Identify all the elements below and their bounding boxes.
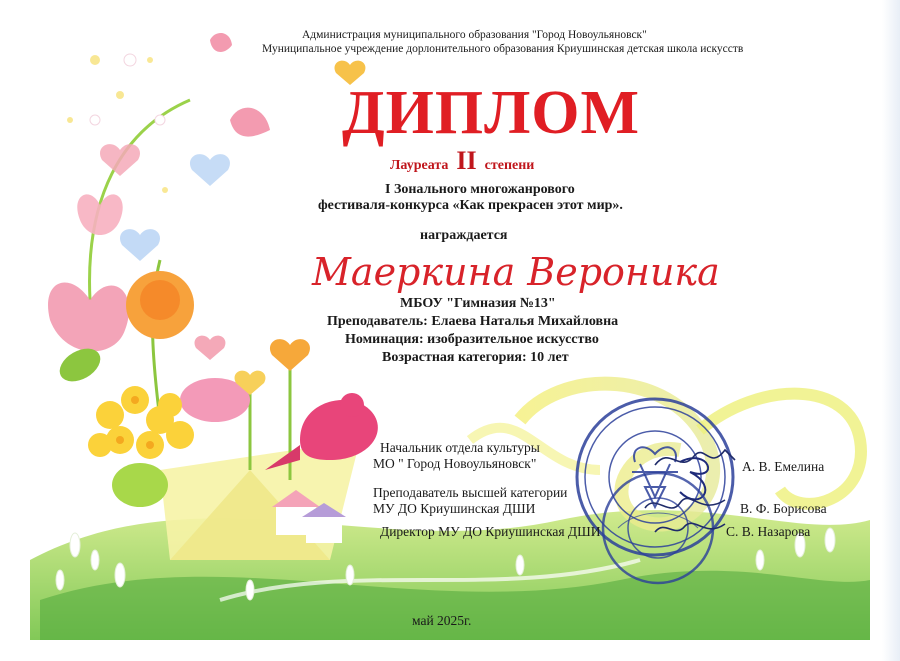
festival-line-1: I Зонального многожанрового [385,182,575,197]
signer-2-role-line-2: МУ ДО Криушинская ДШИ [373,501,536,516]
signer-1-role-line-1: Начальник отдела культуры [380,440,540,455]
issue-date: май 2025г. [412,613,472,628]
signer-2-role-line-1: Преподаватель высшей категории [373,485,568,500]
diploma-title: ДИПЛОМ [342,79,641,147]
signer-2-name: В. Ф. Борисова [740,501,827,516]
recipient-name: Маеркина Вероника [312,250,720,294]
teacher-name: Преподаватель: Елаева Наталья Михайловна [327,314,619,329]
awarded-text: награждается [420,228,508,243]
page-edge [882,0,900,661]
signer-3-role: Директор МУ ДО Криушинская ДШИ [380,524,601,539]
header-institution: Муниципальное учреждение дорлонительного образования Криушинская детская школа искусств [262,43,744,55]
festival-line-2: фестиваля-конкурса «Как прекрасен этот мир». [318,198,623,213]
signer-1-role-line-2: МО " Город Новоульяновск" [373,456,537,471]
signature-1 [650,440,740,480]
degree-numeral: II [456,146,477,175]
school-name: МБОУ "Гимназия №13" [400,296,556,311]
laureate-degree [390,146,534,176]
signature-3 [650,514,730,544]
header-administration: Администрация муниципального образования "Город Новоульяновск" [302,29,647,41]
nomination: Номинация: изобразительное искусство [345,332,599,347]
signer-1-name: А. В. Емелина [742,459,825,474]
signer-3-name: С. В. Назарова [726,524,811,539]
age-category: Возрастная категория: 10 лет [382,350,569,365]
laureate-word: Лауреата [390,158,449,173]
degree-suffix: степени [484,158,535,173]
